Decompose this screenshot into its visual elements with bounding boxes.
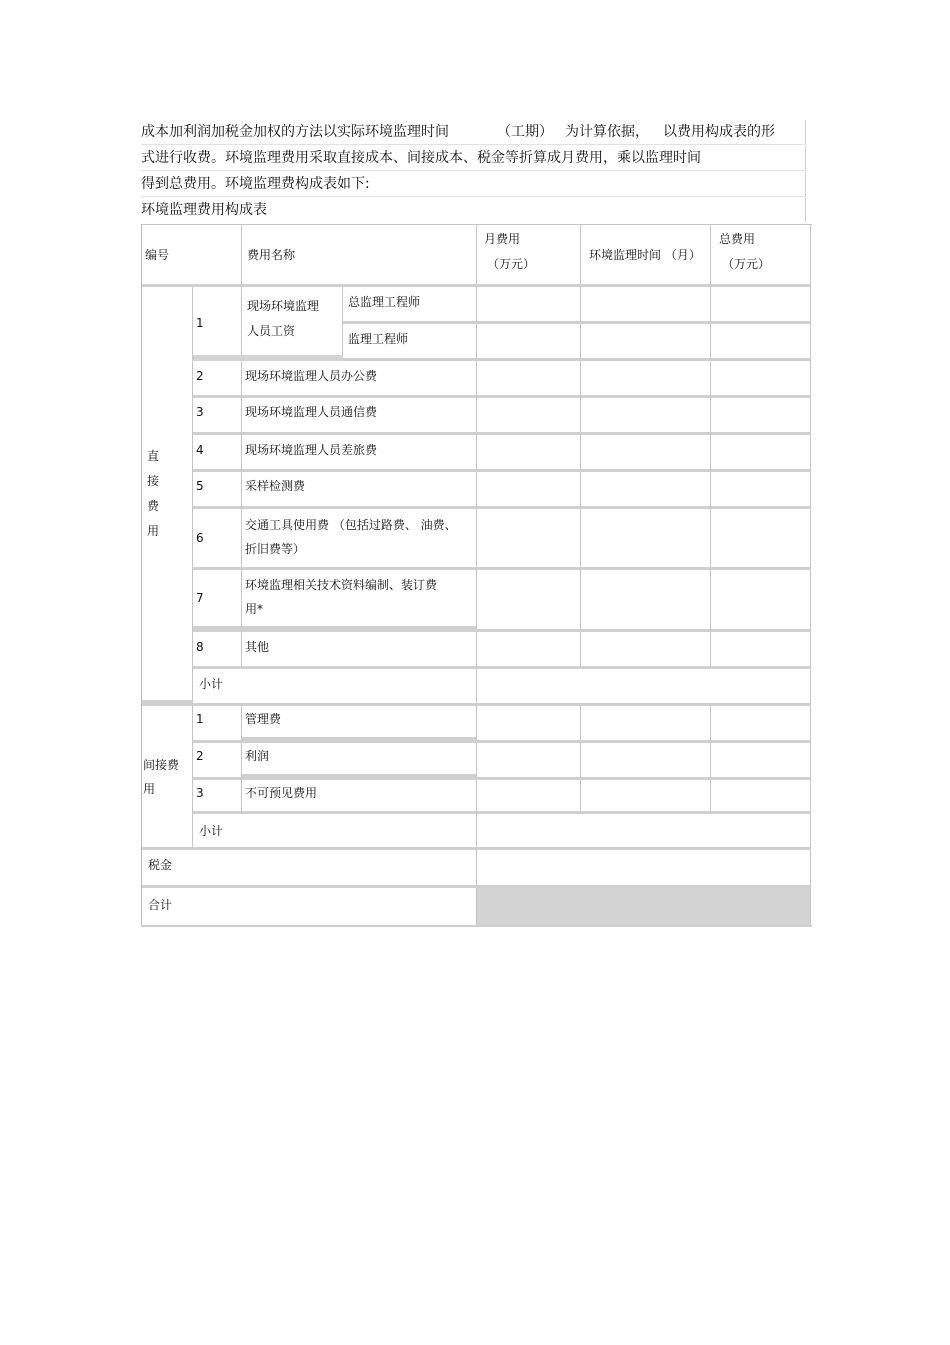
indirect-row-1-total-cell [711, 706, 811, 743]
direct-row-8-no: 8 [193, 632, 242, 669]
header-name: 费用名称 [242, 225, 477, 287]
direct-row-1-no: 1 [193, 287, 242, 358]
direct-row-7-name-line-1: 环境监理相关技术资料编制、装订费 [245, 578, 438, 592]
direct-cost-char-1: 直 [147, 448, 160, 463]
direct-row-1a-period-cell [581, 287, 711, 324]
header-monthly-line-2: （万元） [487, 257, 536, 271]
indirect-row-2-monthly-cell [477, 743, 581, 780]
direct-row-7-period-cell [581, 570, 711, 632]
indirect-subtotal-value-cell [477, 814, 811, 850]
direct-row-8-name: 其他 [242, 632, 477, 669]
header-total [711, 225, 811, 287]
direct-row-8-total-cell [711, 632, 811, 669]
direct-row-1b-monthly-cell [477, 324, 581, 361]
direct-row-5-name: 采样检测费 [242, 472, 477, 509]
indirect-row-1-monthly-cell [477, 706, 581, 743]
direct-cost-label [142, 287, 193, 706]
direct-row-1a-total-cell [711, 287, 811, 324]
header-monthly [477, 225, 581, 287]
intro-line-1 [141, 120, 806, 145]
grand-total-label: 合计 [142, 888, 477, 925]
direct-row-3-no: 3 [193, 398, 242, 435]
direct-row-2-period-cell [581, 361, 711, 398]
direct-row-2-name: 现场环境监理人员办公费 [242, 361, 477, 398]
indirect-row-3-period-cell [581, 780, 711, 814]
indirect-row-3-total-cell [711, 780, 811, 814]
direct-row-3-total-cell [711, 398, 811, 435]
intro-line-2: 式进行收费。环境监理费用采取直接成本、间接成本、税金等折算成月费用，乘以监理时间 [141, 146, 806, 171]
direct-row-1-name-line-1: 现场环境监理 [247, 299, 320, 313]
direct-cost-char-3: 费 [147, 498, 160, 513]
indirect-row-3-no: 3 [193, 780, 242, 814]
header-period: 环境监理时间 （月） [581, 225, 711, 287]
indirect-row-1-period-cell [581, 706, 711, 743]
direct-cost-char-4: 用 [147, 523, 160, 538]
intro-line-1-part-a: 成本加利润加税金加权的方法以实际环境监理时间 [141, 124, 449, 140]
direct-row-7-monthly-cell [477, 570, 581, 632]
indirect-row-2-no: 2 [193, 743, 242, 780]
indirect-row-1-name: 管理费 [242, 706, 477, 743]
direct-row-4-total-cell [711, 435, 811, 472]
direct-row-1b-total-cell [711, 324, 811, 361]
direct-row-6-monthly-cell [477, 509, 581, 570]
direct-row-7-total-cell [711, 570, 811, 632]
header-no: 编号 [142, 225, 242, 287]
header-monthly-line-1: 月费用 [484, 232, 521, 246]
direct-row-1-name [242, 287, 343, 358]
direct-row-4-no: 4 [193, 435, 242, 472]
direct-row-6-period-cell [581, 509, 711, 570]
direct-row-5-monthly-cell [477, 472, 581, 509]
direct-cost-char-2: 接 [147, 473, 160, 488]
direct-row-8-period-cell [581, 632, 711, 669]
direct-row-3-monthly-cell [477, 398, 581, 435]
tax-label: 税金 [142, 850, 477, 888]
indirect-row-3-name: 不可预见费用 [242, 780, 477, 814]
direct-row-1a-monthly-cell [477, 287, 581, 324]
direct-row-8-monthly-cell [477, 632, 581, 669]
direct-row-6-name-line-1: 交通工具使用费 （包括过路费、 油费、 [245, 518, 457, 532]
intro-line-3: 得到总费用。环境监理费构成表如下: [141, 172, 806, 197]
tax-value-cell [477, 850, 811, 888]
direct-row-6-no: 6 [193, 509, 242, 570]
direct-row-3-name: 现场环境监理人员通信费 [242, 398, 477, 435]
direct-row-7-name [242, 570, 477, 632]
direct-row-4-monthly-cell [477, 435, 581, 472]
direct-row-6-name [242, 509, 477, 570]
direct-row-7-name-line-2: 用* [245, 602, 264, 616]
direct-row-1b-period-cell [581, 324, 711, 361]
direct-subtotal-value-cell [477, 669, 811, 706]
direct-row-2-monthly-cell [477, 361, 581, 398]
direct-row-5-no: 5 [193, 472, 242, 509]
indirect-subtotal-label: 小计 [193, 814, 477, 850]
direct-row-4-period-cell [581, 435, 711, 472]
indirect-row-3-monthly-cell [477, 780, 581, 814]
grand-total-value-cell [477, 888, 811, 925]
indirect-row-1-no: 1 [193, 706, 242, 743]
direct-row-5-period-cell [581, 472, 711, 509]
intro-line-1-part-b: （工期） [497, 124, 553, 140]
direct-row-6-name-line-2: 折旧费等） [245, 542, 306, 556]
indirect-cost-label-line-1: 间接费 [143, 757, 180, 772]
direct-row-7-no: 7 [193, 570, 242, 632]
header-total-line-2: （万元） [722, 257, 771, 271]
indirect-row-2-period-cell [581, 743, 711, 780]
indirect-cost-label-line-2: 用 [143, 781, 156, 796]
intro-line-1-part-c: 为计算依据， [565, 124, 649, 140]
direct-row-3-period-cell [581, 398, 711, 435]
direct-row-6-total-cell [711, 509, 811, 570]
direct-row-1-sub-2: 监理工程师 [343, 324, 477, 361]
direct-row-2-no: 2 [193, 361, 242, 398]
indirect-row-2-total-cell [711, 743, 811, 780]
direct-row-1-sub-1: 总监理工程师 [343, 287, 477, 324]
direct-row-1-name-line-2: 人员工资 [247, 324, 296, 338]
direct-row-5-total-cell [711, 472, 811, 509]
table-caption: 环境监理费用构成表 [141, 198, 806, 222]
indirect-cost-label [142, 706, 193, 850]
header-total-line-1: 总费用 [719, 232, 756, 246]
indirect-row-2-name: 利润 [242, 743, 477, 780]
direct-row-2-total-cell [711, 361, 811, 398]
direct-row-4-name: 现场环境监理人员差旅费 [242, 435, 477, 472]
direct-subtotal-label: 小计 [193, 669, 477, 706]
intro-line-1-part-d: 以费用构成表的形 [663, 124, 775, 140]
